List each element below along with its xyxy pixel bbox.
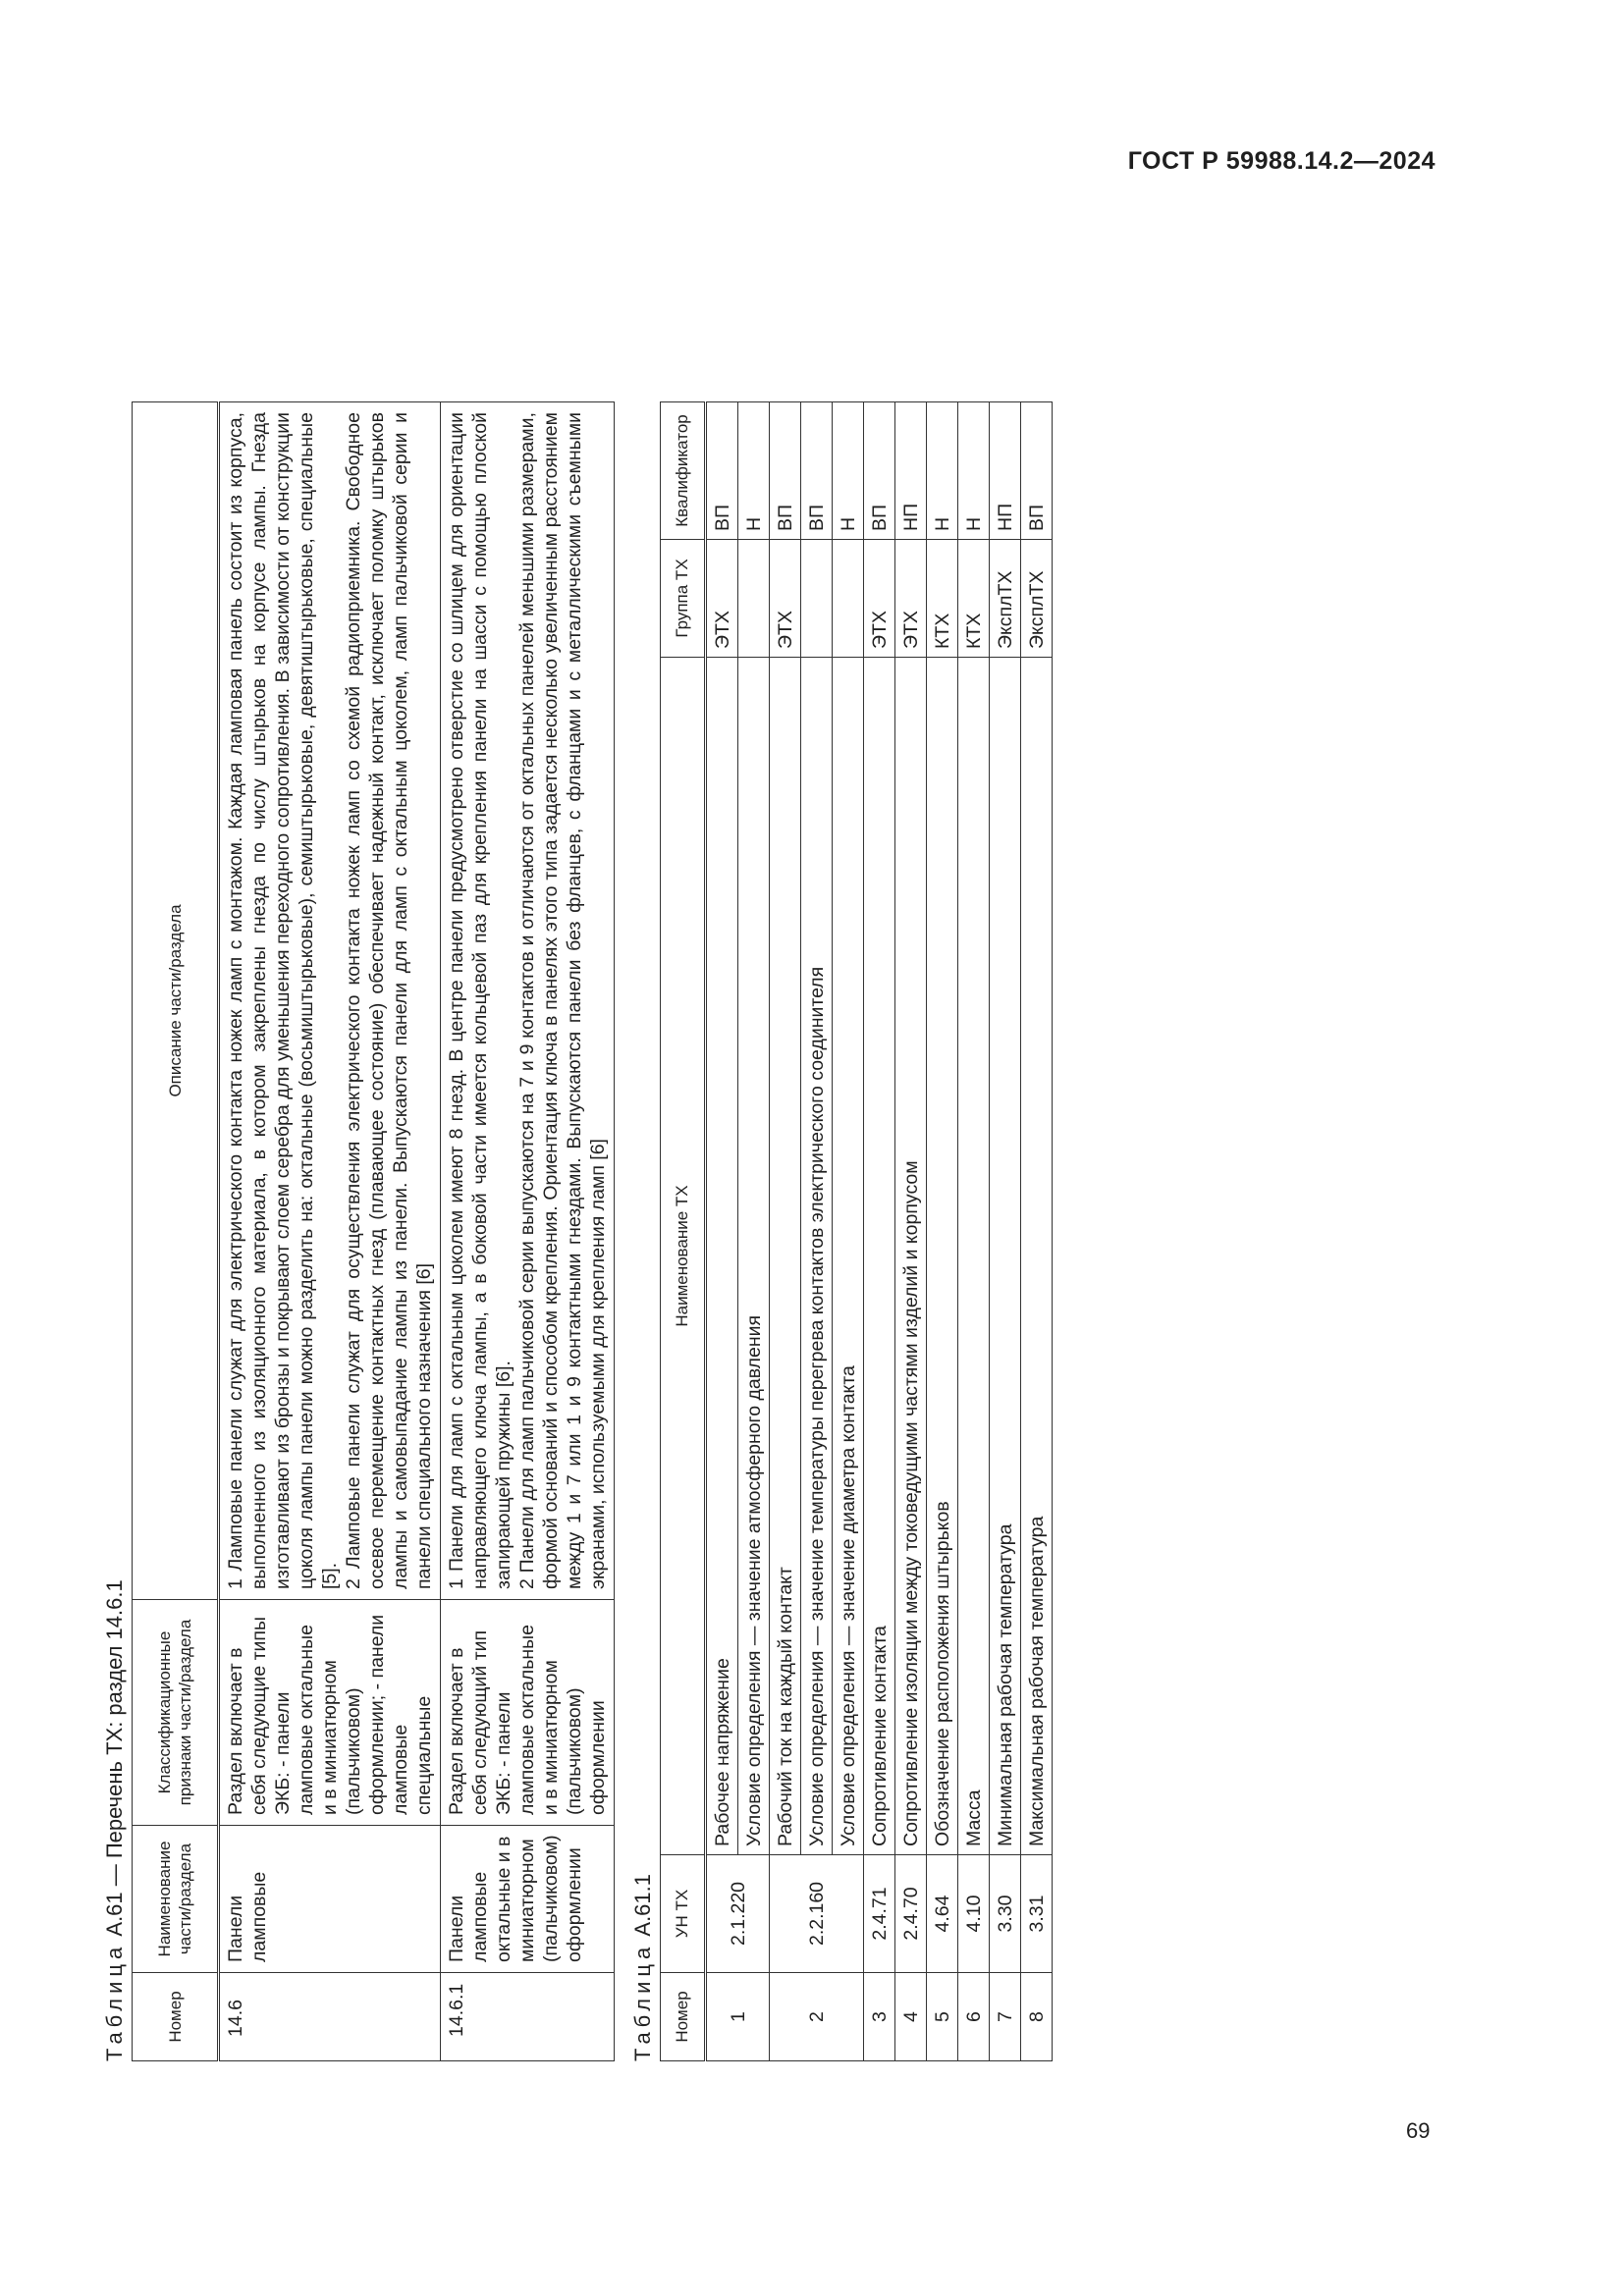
row-un: 2.1.220 bbox=[706, 1855, 770, 1973]
table-row bbox=[833, 402, 864, 2061]
row-group: КТХ bbox=[958, 540, 990, 658]
row-qual: НП bbox=[990, 402, 1021, 540]
desc-paragraph: 1 Панели для ламп с октальным цоколем имеют 8 гнезд. В центре панели предусмотрено отверстие со шлицем для ориентации направляющего ключа лампы, а в боковой части имеется кольцевой паз для крепления панели на шасси с помощью плоской запирающей пружины [6]. bbox=[446, 412, 514, 1589]
row-number: 14.6 bbox=[219, 1973, 441, 2061]
table1-header-number: Номер bbox=[133, 1973, 219, 2061]
table1-caption-text: А.61 — Перечень ТХ: раздел 14.6.1 bbox=[102, 1579, 127, 1937]
row-group bbox=[833, 540, 864, 658]
table-row bbox=[706, 402, 738, 2061]
row-number: 1 bbox=[706, 1973, 770, 2061]
row-qual: ВП bbox=[864, 402, 895, 540]
row-name: Условие определения — значение атмосферного давления bbox=[738, 658, 770, 1855]
row-un: 2.2.160 bbox=[770, 1855, 864, 1973]
row-un: 3.31 bbox=[1021, 1855, 1053, 1973]
table-a61 bbox=[132, 401, 615, 2061]
table-row bbox=[895, 402, 927, 2061]
row-qual: Н bbox=[833, 402, 864, 540]
table2-header-un: УН ТХ bbox=[661, 1855, 706, 1973]
table-row bbox=[1021, 402, 1053, 2061]
row-group: ЭТХ bbox=[895, 540, 927, 658]
row-group: ЭТХ bbox=[770, 540, 801, 658]
row-name: Рабочее напряжение bbox=[706, 658, 738, 1855]
row-group bbox=[801, 540, 833, 658]
table1-caption-word: Таблица bbox=[102, 1942, 127, 2061]
table2-caption-text: А.61.1 bbox=[630, 1874, 655, 1937]
row-number: 5 bbox=[927, 1973, 958, 2061]
table1-header-name: Наименование части/раздела bbox=[133, 1826, 219, 1973]
table1-header-row bbox=[133, 402, 219, 2061]
table-row bbox=[441, 402, 615, 2061]
row-desc bbox=[441, 402, 615, 1600]
row-name: Панели ламповые октальные и в миниатюрном (пальчиковом) оформлении bbox=[441, 1826, 615, 1973]
row-name: Условие определения — значение диаметра контакта bbox=[833, 658, 864, 1855]
table2-header-qual: Квалификатор bbox=[661, 402, 706, 540]
standard-header: ГОСТ Р 59988.14.2—2024 bbox=[1127, 147, 1435, 175]
row-number: 4 bbox=[895, 1973, 927, 2061]
row-group: ЭТХ bbox=[706, 540, 738, 658]
row-group: ЭксплТХ bbox=[1021, 540, 1053, 658]
rotated-content bbox=[98, 226, 1453, 2061]
row-qual: Н bbox=[958, 402, 990, 540]
row-name: Обозначение расположения штырьков bbox=[927, 658, 958, 1855]
table-row bbox=[770, 402, 801, 2061]
table-row bbox=[990, 402, 1021, 2061]
desc-paragraph: 2 Панели для ламп пальчиковой серии выпускаются на 7 и 9 контактов и отличаются от октальных панелей меньшими размерами, формой оснований и способом крепления. Ориентация ключа в панелях этого типа задается несколько увеличенным расстоянием между 1 и 7 или 1 и 9 контактными гнездами. Выпускаются панели без фланцев, с фланцами и с металлическими съемными экранами, используемыми для крепления ламп [6] bbox=[516, 412, 609, 1589]
row-number: 7 bbox=[990, 1973, 1021, 2061]
row-qual: НП bbox=[895, 402, 927, 540]
table-row bbox=[958, 402, 990, 2061]
row-qual: ВП bbox=[770, 402, 801, 540]
row-un: 2.4.71 bbox=[864, 1855, 895, 1973]
row-qual: Н bbox=[927, 402, 958, 540]
row-number: 2 bbox=[770, 1973, 864, 2061]
row-classif: Раздел включает в себя следующий тип ЭКБ: - панели ламповые октальные и в миниатюрном (пальчиковом) оформлении bbox=[441, 1600, 615, 1826]
row-group: ЭТХ bbox=[864, 540, 895, 658]
row-name: Условие определения — значение температуры перегрева контактов электрического соединителя bbox=[801, 658, 833, 1855]
row-group: КТХ bbox=[927, 540, 958, 658]
row-number: 8 bbox=[1021, 1973, 1053, 2061]
row-classif: Раздел включает в себя следующие типы ЭКБ: - панели ламповые октальные и в миниатюрном (пальчиковом) оформлении; - панели ламповые специальные bbox=[219, 1600, 441, 1826]
page-number: 69 bbox=[1406, 2118, 1431, 2143]
row-un: 4.64 bbox=[927, 1855, 958, 1973]
table1-caption bbox=[98, 226, 132, 2061]
row-un: 2.4.70 bbox=[895, 1855, 927, 1973]
row-number: 14.6.1 bbox=[441, 1973, 615, 2061]
table2-header-name: Наименование ТХ bbox=[661, 658, 706, 1855]
row-group bbox=[738, 540, 770, 658]
table2-caption bbox=[626, 226, 660, 2061]
row-qual: ВП bbox=[706, 402, 738, 540]
row-name: Максимальная рабочая температура bbox=[1021, 658, 1053, 1855]
table-row bbox=[927, 402, 958, 2061]
row-un: 3.30 bbox=[990, 1855, 1021, 1973]
table-row bbox=[801, 402, 833, 2061]
row-name: Минимальная рабочая температура bbox=[990, 658, 1021, 1855]
desc-paragraph: 1 Ламповые панели служат для электрического контакта ножек ламп с монтажом. Каждая ламповая панель состоит из корпуса, выполненного из изоляционного материала, в котором закреплены гнезда по числу штырьков на корпусе лампы. Гнезда изготавливают из бронзы и покрывают слоем серебра для уменьшения переходного сопротивления. В зависимости от конструкции цоколя лампы панели можно разделить на: октальные (восьмиштырьковые), семиштырьковые, девятиштырьковые, специальные [5]. bbox=[225, 412, 341, 1589]
table-a61-1 bbox=[660, 401, 1053, 2061]
table1-header-desc: Описание части/раздела bbox=[133, 402, 219, 1600]
desc-paragraph: 2 Ламповые панели служат для осуществления электрического контакта ножек ламп со схемой радиоприемника. Свободное осевое перемещение контактных гнезд (плавающее состояние) обеспечивает надежный контакт, исключает поломку штырьков лампы и самовыпадание лампы из панели. Выпускаются панели для ламп с октальным цоколем, ламп пальчиковой серии и панели специального назначения [6] bbox=[343, 412, 435, 1589]
table2-header-group: Группа ТХ bbox=[661, 540, 706, 658]
row-qual: ВП bbox=[1021, 402, 1053, 540]
row-name: Панели ламповые bbox=[219, 1826, 441, 1973]
table-row bbox=[219, 402, 441, 2061]
row-name: Масса bbox=[958, 658, 990, 1855]
table2-header-number: Номер bbox=[661, 1973, 706, 2061]
row-un: 4.10 bbox=[958, 1855, 990, 1973]
table1-header-classif: Классификационные признаки части/раздела bbox=[133, 1600, 219, 1826]
row-qual: ВП bbox=[801, 402, 833, 540]
row-name: Рабочий ток на каждый контакт bbox=[770, 658, 801, 1855]
table-row bbox=[864, 402, 895, 2061]
table2-caption-word: Таблица bbox=[630, 1942, 655, 2061]
row-number: 3 bbox=[864, 1973, 895, 2061]
row-name: Сопротивление контакта bbox=[864, 658, 895, 1855]
table-row bbox=[738, 402, 770, 2061]
row-number: 6 bbox=[958, 1973, 990, 2061]
row-desc bbox=[219, 402, 441, 1600]
row-group: ЭксплТХ bbox=[990, 540, 1021, 658]
table2-header-row bbox=[661, 402, 706, 2061]
row-name: Сопротивление изоляции между токоведущими частями изделий и корпусом bbox=[895, 658, 927, 1855]
row-qual: Н bbox=[738, 402, 770, 540]
